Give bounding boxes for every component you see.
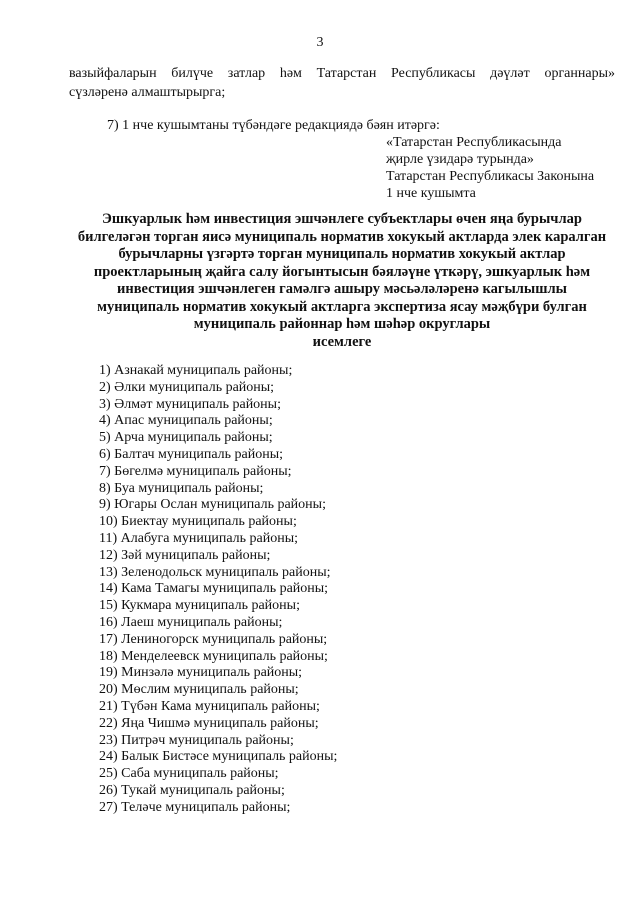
list-item: 22) Яңа Чишмә муниципаль районы;	[99, 715, 319, 731]
point-7-text: 7) 1 нче кушымтаны түбәндәге редакциядә бәян итәргә:	[107, 118, 440, 133]
heading-line: билгеләгән торган яисә муниципаль норматив хокукый актларда элек каралган	[77, 228, 607, 245]
list-item: 19) Минзәлә муниципаль районы;	[99, 665, 303, 681]
heading-line: исемлеге	[312, 333, 372, 350]
list-item: 3) Әлмәт муниципаль районы;	[99, 396, 281, 412]
list-item: 11) Алабуга муниципаль районы;	[99, 530, 299, 546]
list-item: 16) Лаеш муниципаль районы;	[99, 614, 283, 630]
list-item: 20) Мөслим муниципаль районы;	[99, 682, 299, 698]
list-item: 6) Балтач муниципаль районы;	[99, 446, 284, 462]
list-item: 5) Арча муниципаль районы;	[99, 430, 273, 446]
list-item: 15) Кукмара муниципаль районы;	[99, 598, 300, 614]
paragraph-continuation	[69, 64, 615, 102]
list-item: 2) Әлки муниципаль районы;	[99, 379, 275, 395]
list-item: 14) Кама Тамагы муниципаль районы;	[99, 581, 329, 597]
list-item: 9) Югары Ослан муниципаль районы;	[99, 497, 326, 513]
list-item: 27) Теләче муниципаль районы;	[99, 799, 291, 815]
appendix-reference-line: җирле үзидарә турында»	[386, 152, 534, 167]
list-item: 13) Зеленодольск муниципаль районы;	[99, 564, 331, 580]
paragraph-line: сүзләренә алмаштырырга;	[69, 85, 226, 100]
list-item: 12) Зәй муниципаль районы;	[99, 547, 271, 563]
heading-line: муниципаль районнар һәм шәһәр округлары	[193, 316, 491, 332]
list-item: 23) Питрәч муниципаль районы;	[99, 732, 294, 748]
heading-line: муниципаль норматив хокукый актларга экспертиза ясау мәҗбүри булган	[97, 298, 587, 315]
appendix-reference-block	[386, 134, 594, 202]
appendix-reference-line: «Татарстан Республикасында	[386, 135, 562, 150]
list-item: 18) Менделеевск муниципаль районы;	[99, 648, 328, 664]
list-item: 17) Лениногорск муниципаль районы;	[99, 631, 328, 647]
paragraph-line: вазыйфаларын билүче затлар һәм Татарстан Республикасы дәүләт органнары»	[69, 66, 615, 81]
page-number: 3	[316, 35, 324, 50]
list-item: 25) Саба муниципаль районы;	[99, 766, 279, 782]
list-item: 1) Азнакай муниципаль районы;	[99, 363, 293, 378]
list-heading	[72, 211, 612, 351]
list-item: 21) Түбән Кама муниципаль районы;	[99, 698, 320, 714]
list-item: 8) Буа муниципаль районы;	[99, 480, 264, 496]
heading-line: бурычларны үзгәртә торган муниципаль норматив хокукый актлар	[118, 246, 566, 262]
list-item: 4) Апас муниципаль районы;	[99, 413, 273, 429]
heading-line: инвестиция эшчәнлеген гамәлгә ашыру мәсьәләләренә кагылышлы	[117, 281, 567, 297]
list-item: 24) Балык Бистәсе муниципаль районы;	[99, 749, 338, 765]
appendix-reference-line: 1 нче кушымта	[386, 186, 476, 201]
list-item: 7) Бөгелмә муниципаль районы;	[99, 463, 292, 479]
list-item: 10) Биектау муниципаль районы;	[99, 514, 297, 530]
heading-line: проектларының җайга салу йогынтысын бәяләүне үткәрү, эшкуарлык һәм	[93, 263, 591, 280]
appendix-reference-line: Татарстан Республикасы Законына	[386, 169, 595, 184]
municipal-districts-list	[99, 363, 337, 817]
heading-line: Эшкуарлык һәм инвестиция эшчәнлеге субъектлары өчен яңа бурычлар	[102, 211, 582, 227]
list-item: 26) Тукай муниципаль районы;	[99, 782, 285, 798]
